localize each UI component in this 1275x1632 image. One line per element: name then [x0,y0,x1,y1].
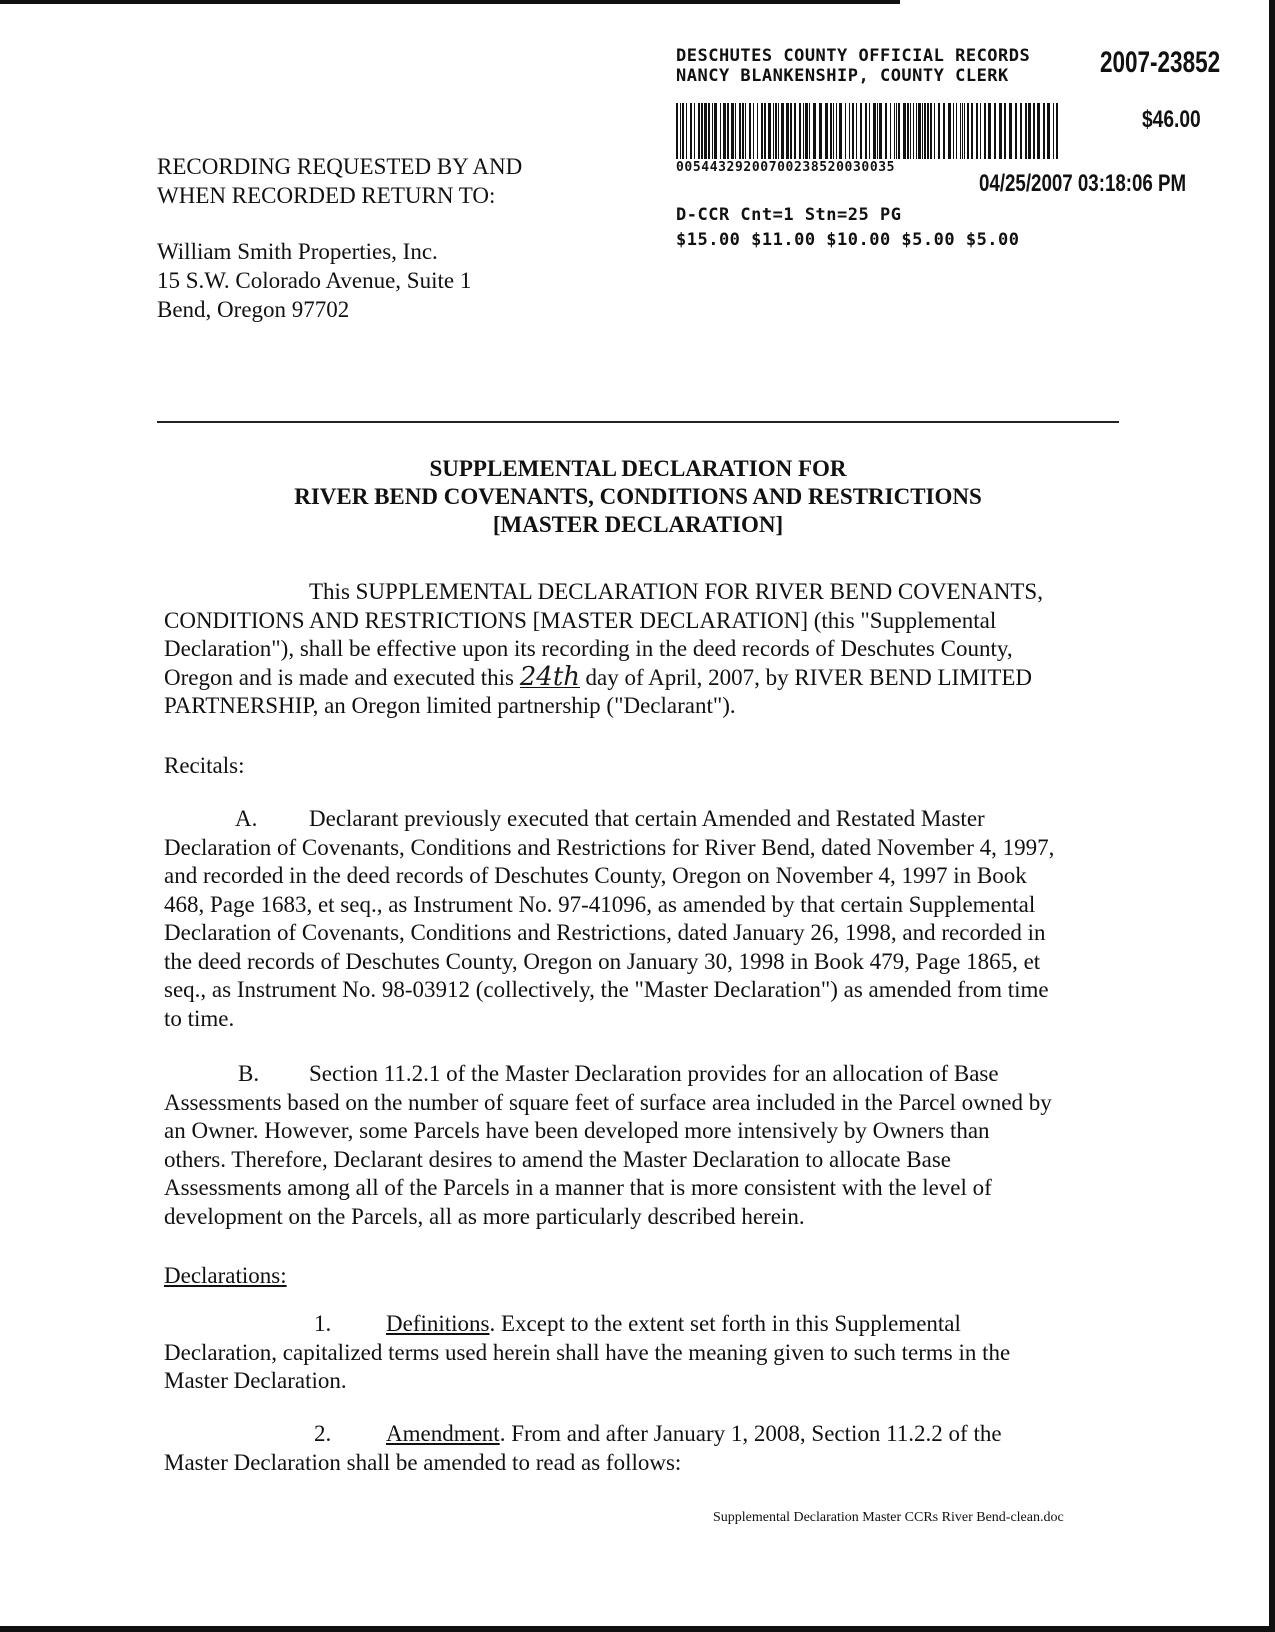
barcode-bar [839,103,842,159]
recital-text: Declarant previously executed that certain Amended and Restated Master [309,806,985,831]
recital-line: the deed records of Deschutes County, Oregon on January 30, 1998 in Book 479, Page 1865, et [164,948,1041,974]
barcode-bar [1056,103,1058,159]
barcode-bar [988,103,991,159]
barcode-bar [999,103,1002,159]
barcode-bar [723,103,726,159]
recital-line: seq., as Instrument No. 98-03912 (collectively, the "Master Declaration") as amended from time [164,977,1049,1002]
recital-line: and recorded in the deed records of Deschutes County, Oregon on November 4, 1997 in Book [164,863,1027,888]
barcode-bar [907,103,909,159]
stamp-fees: $15.00 $11.00 $10.00 $5.00 $5.00 [676,230,1020,250]
recital-marker: A. [235,806,258,831]
barcode-bar [799,103,801,159]
barcode-bar [852,103,854,159]
barcode-bar [1053,103,1054,159]
intro-line: CONDITIONS AND RESTRICTIONS [MASTER DECLARATION] (this "Supplemental [164,607,997,633]
recitals-heading: Recitals: [164,753,245,778]
barcode [676,103,1062,159]
barcode-bar [833,103,834,159]
barcode-bar [971,103,973,159]
barcode-bar [1043,103,1045,159]
barcode-bar [994,103,996,159]
return-city: Bend, Oregon 97702 [157,297,350,322]
barcode-bar [757,103,758,159]
barcode-bar [885,103,887,159]
recital-line: Assessments based on the number of square feet of surface area included in the Parcel owned by [164,1089,1052,1115]
handwritten-day: 24th [519,661,581,692]
barcode-bar [845,103,846,159]
barcode-bar [694,103,695,159]
barcode-bar [964,103,965,159]
barcode-bar [781,103,784,159]
barcode-bar [934,103,935,159]
barcode-bar [830,103,832,159]
return-name: William Smith Properties, Inc. [157,239,438,264]
recital-line: development on the Parcels, all as more particularly described herein. [164,1203,805,1229]
declaration-title: Definitions [386,1311,490,1336]
barcode-bar [879,103,882,159]
declaration-line: Master Declaration. [164,1368,347,1393]
return-heading-line2: WHEN RECORDED RETURN TO: [157,183,496,208]
barcode-bar [773,103,774,159]
barcode-bar [686,103,687,159]
barcode-bar [903,103,906,159]
barcode-bar [930,103,932,159]
barcode-bar [960,103,961,159]
barcode-bar [918,103,921,159]
intro-line-part: Oregon and is made and executed this [164,664,514,690]
barcode-bar [739,103,741,159]
declaration-text: . From and after January 1, 2008, Section 11.2.2 of the [499,1421,1002,1446]
declaration-line: Declaration, capitalized terms used herein shall have the meaning given to such terms in the [164,1339,1011,1365]
barcode-bar [849,103,850,159]
barcode-bar [786,103,789,159]
barcode-bar [1033,103,1035,159]
barcode-bar [898,103,900,159]
barcode-bar [745,103,746,159]
barcode-bar [922,103,923,159]
return-street: 15 S.W. Colorado Avenue, Suite 1 [157,268,472,293]
barcode-bar [896,103,897,159]
total-fee: $46.00 [1142,106,1201,133]
stamp-codes: D-CCR Cnt=1 Stn=25 PG [676,205,902,225]
recorded-datetime: 04/25/2007 03:18:06 PM [979,170,1187,197]
barcode-bar [1020,103,1022,159]
barcode-bar [890,103,891,159]
document-title-line2: RIVER BEND COVENANTS, CONDITIONS AND RESTRICTIONS [294,484,982,509]
barcode-bar [790,103,792,159]
recital-text: Section 11.2.1 of the Master Declaration provides for an allocation of Base [309,1061,999,1086]
intro-line: Declaration"), shall be effective upon its recording in the deed records of Deschutes County, [164,636,1013,661]
barcode-bar [731,103,734,159]
barcode-bar [924,103,926,159]
barcode-bar [690,103,692,159]
declaration-number: 1. [314,1311,332,1336]
barcode-bar [943,103,945,159]
barcode-bar [701,103,703,159]
declaration-line: Master Declaration shall be amended to read as follows: [164,1449,682,1475]
barcode-bar [948,103,951,159]
barcode-bar [1047,103,1050,159]
barcode-bar [927,103,929,159]
barcode-bar [676,103,678,159]
barcode-bar [704,103,707,159]
barcode-bar [712,103,713,159]
barcode-bar [916,103,917,159]
barcode-bar [805,103,808,159]
barcode-bar [860,103,862,159]
barcode-bar [962,103,963,159]
barcode-bar [1025,103,1027,159]
recital-line [164,805,1054,834]
barcode-bar [1015,103,1017,159]
declaration-line [164,1310,1010,1339]
recital-line [164,1060,1052,1089]
barcode-bar [680,103,681,159]
barcode-bar [953,103,954,159]
barcode-bar [976,103,978,159]
barcode-bar [956,103,957,159]
barcode-bar [1037,103,1040,159]
intro-line: PARTNERSHIP, an Oregon limited partnership ("Declarant"). [164,693,736,718]
barcode-bar [825,103,828,159]
barcode-bar [727,103,729,159]
barcode-bar [775,103,777,159]
recital-line: an Owner. However, some Parcels have been developed more intensively by Owners than [164,1118,990,1143]
barcode-bar [894,103,895,159]
recital-b [164,1060,1052,1231]
intro-line-part: day of April, 2007, by RIVER BEND LIMITED [585,664,1033,690]
stamp-clerk: NANCY BLANKENSHIP, COUNTY CLERK [676,66,1009,86]
barcode-bar [720,103,721,159]
declaration-title: Amendment [386,1421,500,1446]
recital-line: Declaration of Covenants, Conditions and Restrictions, dated January 26, 1998, and recorded in [164,920,1046,945]
barcode-bar [698,103,700,159]
barcode-bar [873,103,876,159]
recital-line: Assessments among all of the Parcels in a manner that is more consistent with the level of [164,1175,992,1200]
barcode-bar [984,103,986,159]
declaration-item-1 [164,1310,1010,1396]
return-heading-line1: RECORDING REQUESTED BY AND [157,154,523,179]
barcode-bar [753,103,754,159]
intro-paragraph [164,578,1043,721]
barcode-bar [910,103,911,159]
barcode-bar [768,103,771,159]
barcode-bar [1009,103,1012,159]
barcode-bar [1004,103,1006,159]
barcode-bar [865,103,867,159]
declarations-heading: Declarations: [164,1263,287,1288]
intro-line [164,661,1043,693]
declaration-number: 2. [314,1421,332,1446]
barcode-number: 00544329200700238520030035 [676,160,896,175]
declaration-line [164,1420,1002,1449]
recital-marker: B. [238,1061,260,1086]
recital-line: 468, Page 1683, et seq., as Instrument No. 97-41096, as amended by that certain Supplemental [164,891,1036,917]
barcode-bar [735,103,736,159]
document-title-line1: SUPPLEMENTAL DECLARATION FOR [429,456,847,481]
barcode-bar [778,103,779,159]
barcode-bar [836,103,837,159]
barcode-bar [913,103,914,159]
declaration-text: . Except to the extent set forth in this Supplemental [489,1311,961,1336]
recital-line: others. Therefore, Declarant desires to amend the Master Declaration to allocate Base [164,1146,951,1172]
barcode-bar [877,103,878,159]
barcode-bar [749,103,751,159]
barcode-bar [869,103,870,159]
instrument-number: 2007-23852 [1100,46,1221,79]
recital-line: to time. [164,1005,235,1031]
barcode-bar [856,103,857,159]
barcode-bar [794,103,796,159]
barcode-bar [819,103,822,159]
barcode-bar [938,103,940,159]
declaration-item-2 [164,1420,1002,1477]
header-divider [157,421,1119,423]
document-title-line3: [MASTER DECLARATION] [492,512,784,537]
barcode-bar [980,103,981,159]
barcode-bar [809,103,810,159]
barcode-bar [742,103,744,159]
barcode-bar [682,103,684,159]
stamp-office: DESCHUTES COUNTY OFFICIAL RECORDS [676,46,1031,66]
barcode-bar [1028,103,1031,159]
barcode-bar [708,103,710,159]
footer-filename: Supplemental Declaration Master CCRs River Bend-clean.doc [713,1510,1064,1525]
recital-a [164,805,1054,1033]
intro-line: This SUPPLEMENTAL DECLARATION FOR RIVER BEND COVENANTS, [309,579,1043,604]
barcode-bar [764,103,766,159]
barcode-bar [803,103,804,159]
barcode-bar [813,103,816,159]
barcode-bar [761,103,763,159]
barcode-bar [714,103,717,159]
barcode-bar [967,103,969,159]
recital-line: Declaration of Covenants, Conditions and Restrictions for River Bend, dated November 4, 1997, [164,834,1055,860]
